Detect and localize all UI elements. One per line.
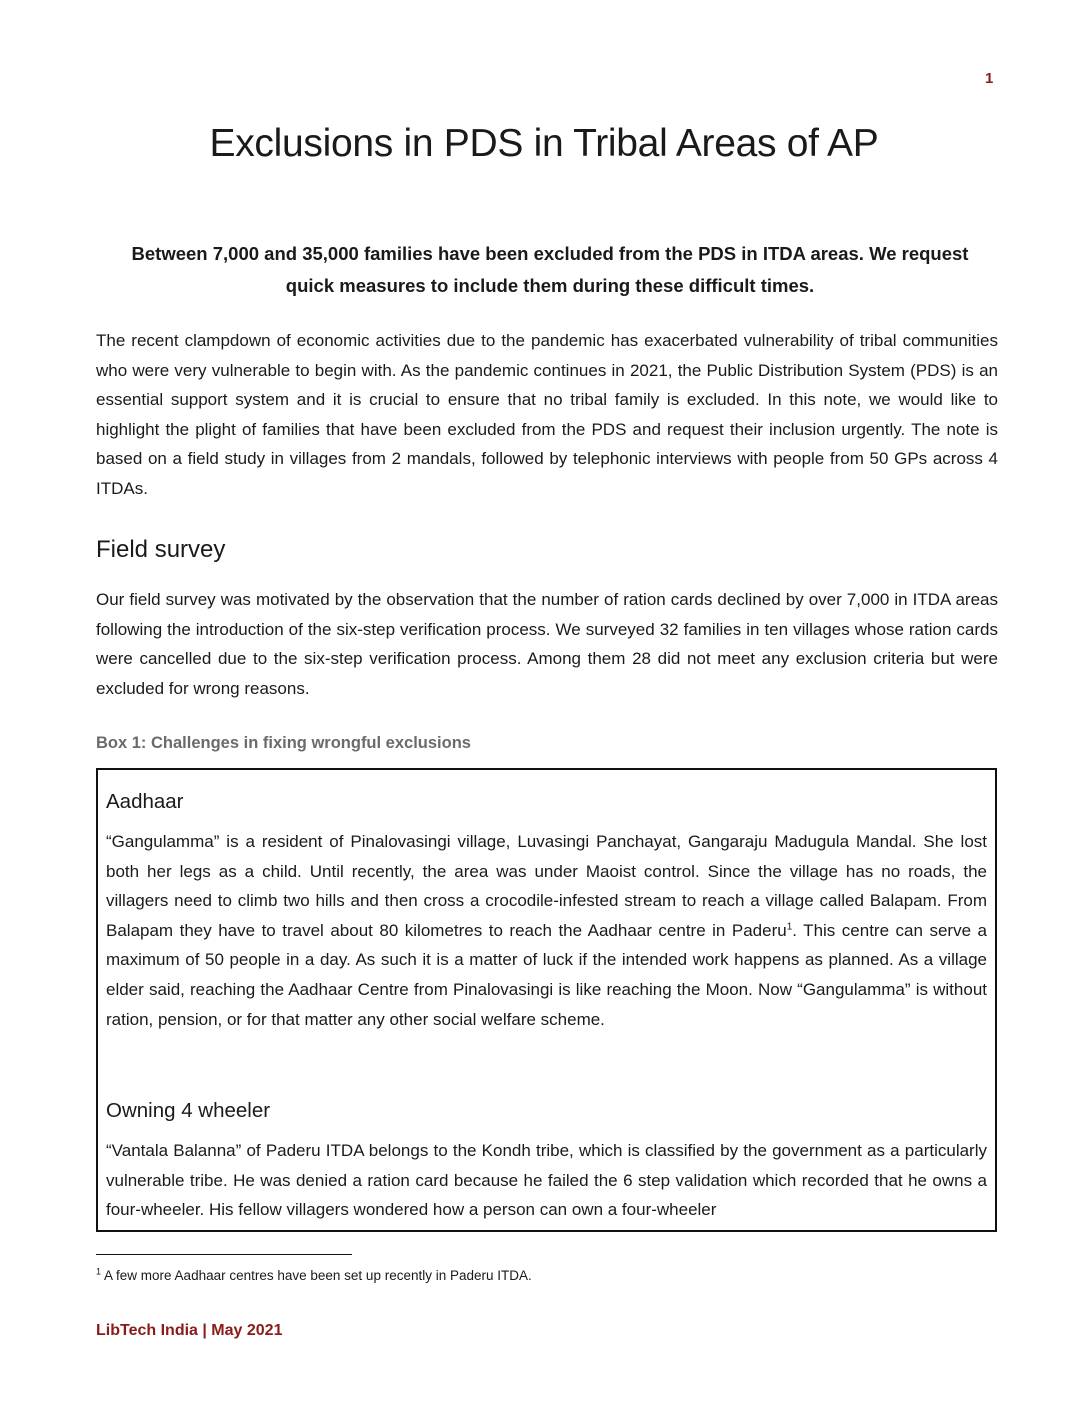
footnote-number: 1: [96, 1266, 102, 1277]
intro-paragraph: The recent clampdown of economic activities due to the pandemic has exacerbated vulnerability of tribal communities who were very vulnerable to begin with. As the pandemic continues in 2021, the Public Distribution System (PDS) is an essential support system and it is crucial to ensure that no tribal family is excluded. In this note, we would like to highlight the plight of families that have been excluded from the PDS and request their inclusion urgently. The note is based on a field study in villages from 2 mandals, followed by telephonic interviews with people from 50 GPs across 4 ITDAs.: [96, 331, 998, 498]
case-study-box: [96, 768, 997, 1232]
aadhaar-text-part-1: “Gangulamma” is a resident of Pinalovasingi village, Luvasingi Panchayat, Gangaraju Madugula Mandal. She lost both her legs as a child. Until recently, the area was under Maoist control. Since the village has no roads, the villagers need to climb two hills and then cross a crocodile-infested stream to reach a village called Balapam. From Balapam they have to travel about 80 kilometres to reach the Aadhaar centre in Paderu: [106, 832, 987, 940]
field-survey-paragraph: Our field survey was motivated by the observation that the number of ration cards declined by over 7,000 in ITDA areas following the introduction of the six-step verification process. We surveyed 32 families in ten villages whose ration cards were cancelled due to the six-step verification process. Among them 28 did not meet any exclusion criteria but were excluded for wrong reasons.: [96, 590, 998, 698]
page-title: Exclusions in PDS in Tribal Areas of AP: [209, 122, 879, 165]
section-heading-field-survey: Field survey: [96, 536, 226, 563]
footnote-divider: [96, 1254, 352, 1255]
footnote-text: A few more Aadhaar centres have been set up recently in Paderu ITDA.: [101, 1268, 532, 1283]
footnote-reference[interactable]: 1: [786, 921, 793, 933]
box-heading-aadhaar: Aadhaar: [106, 790, 184, 813]
footnote: [96, 1268, 532, 1283]
lead-summary: Between 7,000 and 35,000 families have been excluded from the PDS in ITDA areas. We request quick measures to include them during these difficult times.: [131, 243, 969, 296]
box-heading-four-wheeler: Owning 4 wheeler: [106, 1099, 271, 1122]
four-wheeler-case-paragraph: “Vantala Balanna” of Paderu ITDA belongs to the Kondh tribe, which is classified by the government as a particularly vulnerable tribe. He was denied a ration card because he failed the 6 step validation which recorded that he owns a four-wheeler. His fellow villagers wondered how a person can own a four-wheeler: [106, 1141, 987, 1220]
aadhaar-text-part-2: . This centre can serve a maximum of 50 people in a day. As such it is a matter of luck if the intended work happens as planned. As a village elder said, reaching the Aadhaar Centre from Pinalovasingi is like reaching the Moon. Now “Gangulamma” is without ration, pension, or for that matter any other social welfare scheme.: [106, 920, 987, 1029]
page-number: 1: [985, 70, 994, 87]
page-footer: LibTech India | May 2021: [96, 1322, 283, 1339]
box-caption: Box 1: Challenges in fixing wrongful exclusions: [96, 734, 471, 752]
aadhaar-case-paragraph: [106, 827, 987, 1034]
